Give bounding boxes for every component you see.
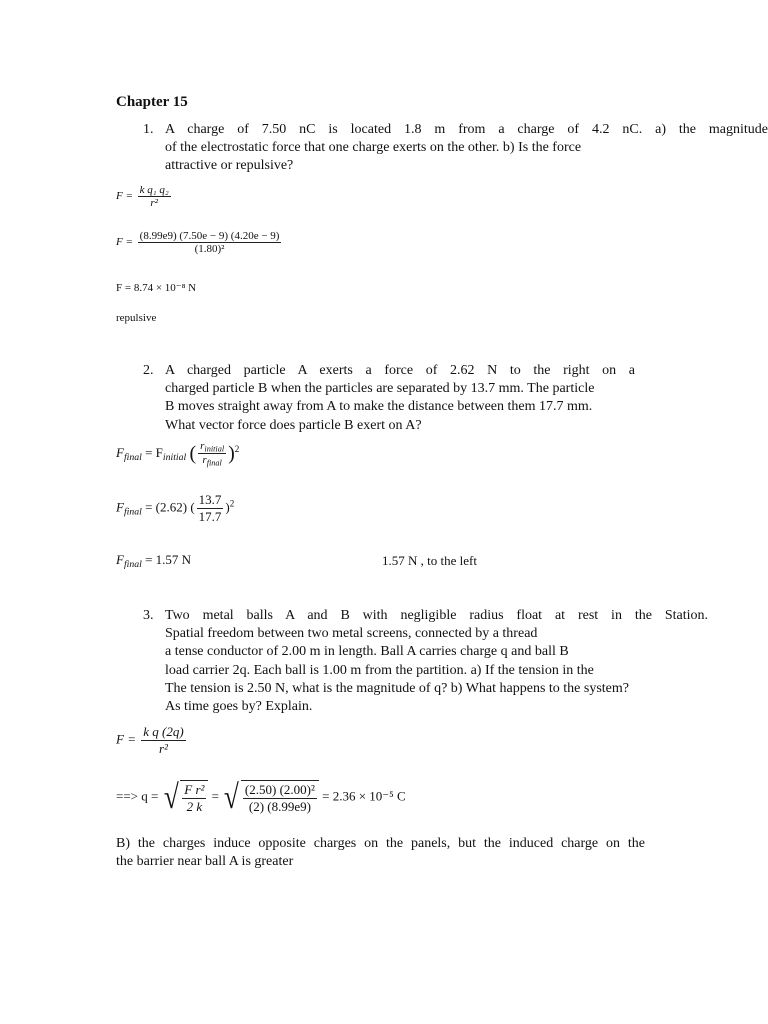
final-force-result: $F_{final} = 1.57$ N bbox=[116, 552, 192, 570]
question-text-line: B moves straight away from A to make the distance between them 17.7 mm. bbox=[165, 399, 593, 415]
question-text-line: What vector force does particle B exert on A? bbox=[165, 417, 422, 433]
question-text-line: A charged particle A exerts a force of 2.62 N to the right on a bbox=[165, 363, 635, 378]
question-number: 3. bbox=[143, 608, 154, 623]
ratio-formula: $F_{final} = F_{initial}$ ( $\frac{r_{initial}}{r_{final}}$ )$^2$ bbox=[116, 440, 240, 468]
answer-text-line: B) the charges induce opposite charges on the panels, but the induced charge on the bbox=[116, 836, 645, 851]
chapter-title: Chapter 15 bbox=[116, 94, 188, 110]
question-number: 2. bbox=[143, 363, 154, 378]
question-text-line: Spatial freedom between two metal screens, connected by a thread bbox=[165, 626, 538, 642]
question-text-line: charged particle B when the particles are separated by 13.7 mm. The particle bbox=[165, 381, 595, 397]
question-3 bbox=[143, 607, 708, 716]
question-text-line: load carrier 2q. Each ball is 1.00 m from the partition. a) If the tension in the bbox=[165, 662, 594, 678]
question-text-line: of the electrostatic force that one charge exerts on the other. b) Is the force bbox=[165, 140, 582, 156]
question-2 bbox=[143, 362, 635, 435]
answer-b-explanation bbox=[116, 835, 645, 871]
force-formula: F = $\frac{\text{k q (2q)}}{\text{r²}}$ bbox=[116, 724, 184, 756]
question-text-line: As time goes by? Explain. bbox=[165, 699, 313, 715]
question-text-line: attractive or repulsive? bbox=[165, 158, 294, 174]
question-1 bbox=[143, 121, 768, 176]
ratio-substitution: $F_{final} = (2.62)$ ( $\frac{13.7}{17.7}$ )$^2$ bbox=[116, 492, 235, 524]
substitution-formula: F = $\frac{(8.99e9) (7.50e - 9) (4.20e - 9)}{\text{(1.80)²}}$ bbox=[116, 230, 280, 255]
question-text-line: a tense conductor of 2.00 m in length. Ball A carries charge q and ball B bbox=[165, 644, 569, 660]
charge-solution: ==> q = √ $\frac{\text{F r²}}{2 k}$ = √ $\frac{\text{(2.50) (2.00)²}}{(2) (8.99e9)}$ = 2.36 × 10⁻⁵ C bbox=[116, 778, 406, 816]
question-text-line: A charge of 7.50 nC is located 1.8 m from a charge of 4.2 nC. a) the magnitude bbox=[165, 122, 768, 137]
answer-text-line: the barrier near ball A is greater bbox=[116, 854, 294, 870]
answer-b: repulsive bbox=[116, 312, 157, 324]
force-result: F = 8.74 × 10⁻⁸ N bbox=[116, 282, 197, 294]
direction-answer: 1.57 N , to the left bbox=[382, 553, 477, 568]
coulomb-formula: F = $\frac{\text{k q₁ q₂}}{\text{r²}}$ bbox=[116, 184, 169, 209]
question-text-line: Two metal balls A and B with negligible radius float at rest in the Station. bbox=[165, 608, 708, 623]
question-text-line: The tension is 2.50 N, what is the magnitude of q? b) What happens to the system? bbox=[165, 680, 629, 696]
question-number: 1. bbox=[143, 122, 154, 137]
